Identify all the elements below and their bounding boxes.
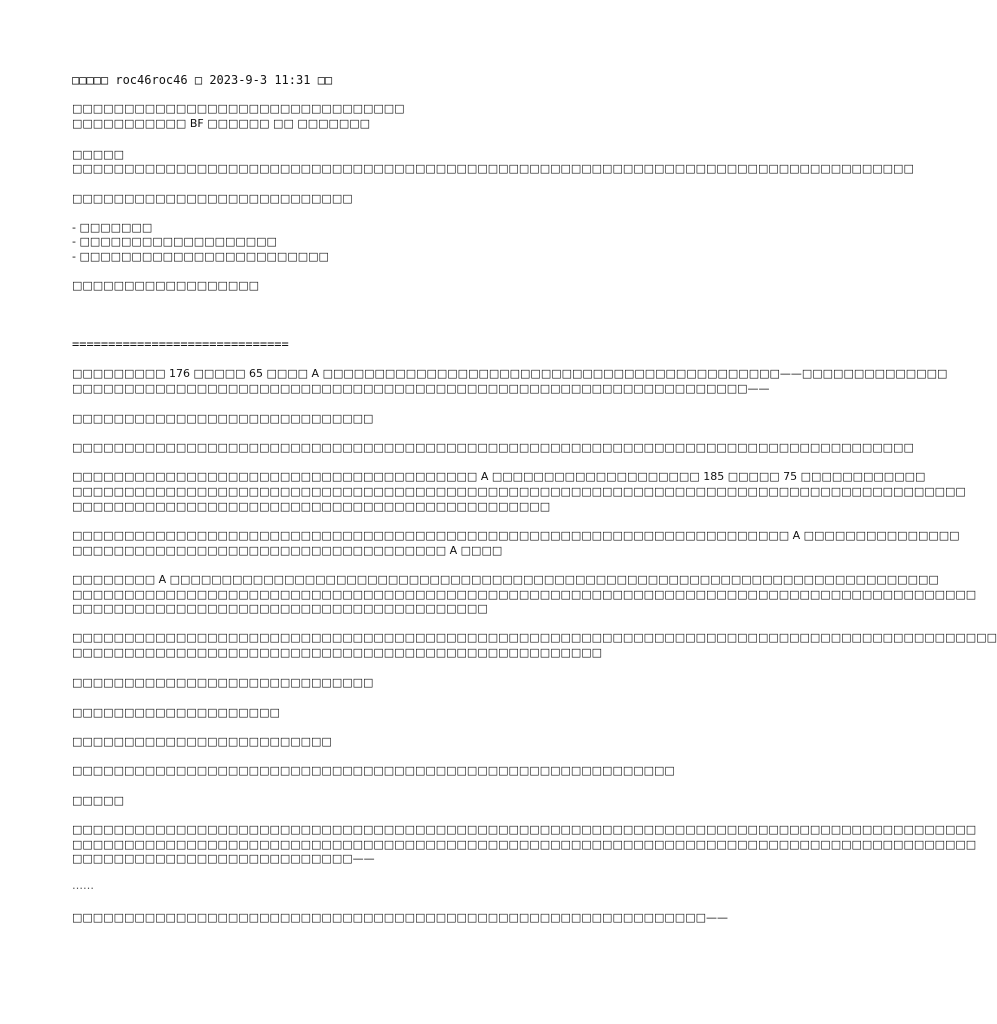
body-line: □□□□□□□□□□□□□□□□□□□□□□□□□: [72, 735, 332, 748]
body-line: □□□□□□□□□□□□□□□□□□□□: [72, 706, 280, 719]
body-line: □□□□□□□□□□□□□□□□□□□□□□□□□□□□□□□□□□□□□□□□□□□□□□□□□□□□□□□□□□□□□□□□□□□□□□□□□□□□□□□□□□□□□□□□□: [72, 631, 997, 644]
section-heading: □□□□□: [72, 148, 124, 161]
body-line: □□□□□□□□□□□□□□□□□□□□□□□□□□□□□□□□□□□□□□□□□□□□□□□□□□□□□□□□□□□□□□□□□□□□□□□□□□□□□□□□□: [72, 162, 914, 175]
meta-prefix: □□□□□: [72, 73, 109, 87]
body-line: □□□□□□□□□□□ BF □□□□□□ □□ □□□□□□□: [72, 117, 371, 130]
ellipsis-text: ……: [72, 879, 94, 892]
section-heading: □□□□□: [72, 794, 124, 807]
list-item: - □□□□□□□: [72, 221, 153, 234]
body-line: □□□□□□□□□□□□□□□□□□□□□□□□□□□□□□□□□□□□□□□□□□□□□□□□□□□□□□□□□□□□□□□□□□□□□□□□□□□□□□□□□□□□□□□: [72, 838, 977, 851]
author-name[interactable]: roc46roc46: [115, 73, 188, 87]
list-item: - □□□□□□□□□□□□□□□□□□□□□□□□: [72, 250, 329, 263]
body-line: □□□□□□□□□□□□□□□□□□□□□□□□□□□□□□□□□□□□□□□□: [72, 602, 488, 615]
body-line: □□□□□□□□□□□□□□□□□□□□□□□□□□□□□□□□□□□□□□□□□□□□□□□□□□□□□□□□□□□□□□□□□□□□□□□□□□□□□□□□□□□□□□□: [72, 588, 977, 601]
body-line: □□□□□□□□□□□□□□□□□□□□□□□□□□□□□: [72, 676, 374, 689]
body-line: □□□□□□□□□ 176 □□□□□ 65 □□□□ A □□□□□□□□□□□□□□□□□□□□□□□□□□□□□□□□□□□□□□□□□□□□——□□□□□□□□□□□□□□: [72, 367, 948, 380]
body-line: □□□□□□□□□□□□□□□□□□□□□□□□□□□: [72, 192, 353, 205]
body-line: □□□□□□□□□□□□□□□□□□: [72, 279, 260, 292]
body-line: □□□□□□□□□□□□□□□□□□□□□□□□□□□□□□□□□□□□□□□□□□□□□□□□□□□□□□□□□□□□□□□□□□□□□ A □□□□□□□□□□□□□□□: [72, 529, 960, 542]
body-line: □□□□□□□□□□□□□□□□□□□□□□□□□□□□□□□□□□□□□□□□□□□□□□□□□□□□□□□□□□: [72, 764, 675, 777]
body-line: □□□□□□□□□□□□□□□□□□□□□□□□□□□□□□□□□□□□ A □□□□: [72, 544, 503, 557]
body-line: □□□□□□□□□□□□□□□□□□□□□□□□□□□□□: [72, 412, 374, 425]
body-line: □□□□□□□□□□□□□□□□□□□□□□□□□□□□□□□□: [72, 102, 405, 115]
body-line: □□□□□□□□ A □□□□□□□□□□□□□□□□□□□□□□□□□□□□□□□□□□□□□□□□□□□□□□□□□□□□□□□□□□□□□□□□□□□□□□□□□□: [72, 573, 939, 586]
body-line: □□□□□□□□□□□□□□□□□□□□□□□□□□□□□□□□□□□□□□□ A □□□□□□□□□□□□□□□□□□□□ 185 □□□□□ 75 □□□□□□□□□□□□: [72, 470, 926, 483]
body-line: □□□□□□□□□□□□□□□□□□□□□□□□□□□□□□□□□□□□□□□□□□□□□□□□□□□□□□□□□□□□□□□□□□□□□□□□□□□□□□□□□□□□□□□: [72, 823, 977, 836]
post-datetime: 2023-9-3 11:31: [209, 73, 311, 87]
list-item: - □□□□□□□□□□□□□□□□□□□: [72, 235, 277, 248]
body-line: □□□□□□□□□□□□□□□□□□□□□□□□□□□□□□□□□□□□□□□□□□□□□□□□□□□□□□□□□□□□□□□□□——: [72, 382, 770, 395]
body-line: □□□□□□□□□□□□□□□□□□□□□□□□□□□□□□□□□□□□□□□□□□□□□□□□□□□□□□□□□□□□□——: [72, 911, 728, 924]
meta-separator: □: [194, 73, 203, 87]
body-line: □□□□□□□□□□□□□□□□□□□□□□□□□□□□□□□□□□□□□□□□□□□□□□□□□□□□□□□□□□□□□□□□□□□□□□□□□□□□□□□□□: [72, 441, 914, 454]
body-line: □□□□□□□□□□□□□□□□□□□□□□□□□□□□□□□□□□□□□□□□□□□□□□□□□□□□□□□□□□□□□□□□□□□□□□□□□□□□□□□□□□□□□□: [72, 485, 966, 498]
post-meta: [72, 73, 332, 87]
divider-line: ==============================: [72, 337, 289, 351]
body-line: □□□□□□□□□□□□□□□□□□□□□□□□□□□——: [72, 852, 375, 865]
body-line: □□□□□□□□□□□□□□□□□□□□□□□□□□□□□□□□□□□□□□□□□□□□□□: [72, 500, 551, 513]
meta-suffix: □□: [317, 73, 333, 87]
body-line: □□□□□□□□□□□□□□□□□□□□□□□□□□□□□□□□□□□□□□□□□□□□□□□□□□□: [72, 646, 603, 659]
